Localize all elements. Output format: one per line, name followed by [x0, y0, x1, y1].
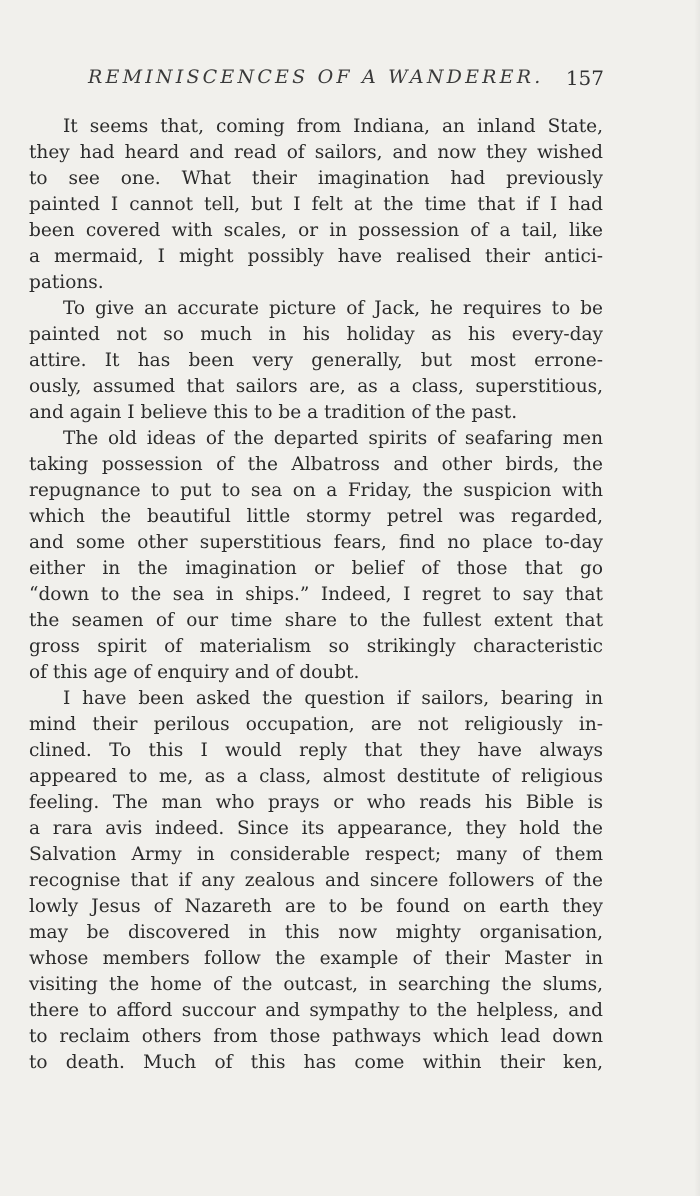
- text-line: been covered with scales, or in possession of a tail, like: [29, 220, 603, 241]
- text-line: they had heard and read of sailors, and now they wished: [29, 142, 603, 163]
- text-line: painted not so much in his holiday as his every-day: [29, 324, 603, 345]
- text-line: to reclaim others from those pathways which lead down: [29, 1026, 603, 1047]
- text-line: It seems that, coming from Indiana, an inland State,: [63, 116, 603, 137]
- text-line: repugnance to put to sea on a Friday, the suspicion with: [29, 480, 603, 501]
- text-line: the seamen of our time share to the fullest extent that: [29, 610, 603, 631]
- text-line: To give an accurate picture of Jack, he requires to be: [63, 298, 603, 319]
- text-line: a rara avis indeed. Since its appearance, they hold the: [29, 818, 603, 839]
- text-line: which the beautiful little stormy petrel was regarded,: [29, 506, 603, 527]
- running-title: REMINISCENCES OF A WANDERER.: [88, 66, 544, 88]
- text-line: appeared to me, as a class, almost destitute of religious: [29, 766, 603, 787]
- text-line: there to afford succour and sympathy to the helpless, and: [29, 1000, 603, 1021]
- text-line: I have been asked the question if sailors, bearing in: [63, 688, 603, 709]
- text-line: may be discovered in this now mighty organisation,: [29, 922, 603, 943]
- text-line: “down to the sea in ships.” Indeed, I regret to say that: [29, 584, 603, 605]
- paragraph: [29, 426, 603, 686]
- text-line: feeling. The man who prays or who reads his Bible is: [29, 792, 603, 813]
- text-line: attire. It has been very generally, but most errone-: [29, 350, 603, 371]
- text-line: The old ideas of the departed spirits of seafaring men: [63, 428, 603, 449]
- running-head: [88, 66, 608, 96]
- text-line: and some other superstitious fears, find no place to-day: [29, 532, 603, 553]
- text-line: and again I believe this to be a tradition of the past.: [29, 402, 518, 423]
- text-line: a mermaid, I might possibly have realised their antici-: [29, 246, 603, 267]
- text-line: lowly Jesus of Nazareth are to be found on earth they: [29, 896, 603, 917]
- paragraph: [29, 296, 603, 426]
- text-line: taking possession of the Albatross and other birds, the: [29, 454, 603, 475]
- page-edge-shadow: [694, 0, 700, 1196]
- text-line: of this age of enquiry and of doubt.: [29, 662, 360, 683]
- text-line: clined. To this I would reply that they have always: [29, 740, 603, 761]
- body-text: [29, 114, 603, 1076]
- paragraph: [29, 686, 603, 1076]
- text-line: pations.: [29, 272, 104, 293]
- text-line: gross spirit of materialism so strikingly characteristic: [29, 636, 603, 657]
- text-line: whose members follow the example of their Master in: [29, 948, 603, 969]
- text-line: ously, assumed that sailors are, as a class, superstitious,: [29, 376, 603, 397]
- text-line: either in the imagination or belief of those that go: [29, 558, 603, 579]
- text-line: visiting the home of the outcast, in searching the slums,: [29, 974, 603, 995]
- text-line: Salvation Army in considerable respect; many of them: [29, 844, 603, 865]
- paragraph: [29, 114, 603, 296]
- text-line: painted I cannot tell, but I felt at the time that if I had: [29, 194, 603, 215]
- text-line: to see one. What their imagination had previously: [29, 168, 603, 189]
- page-number: 157: [565, 66, 604, 90]
- text-line: to death. Much of this has come within their ken,: [29, 1052, 603, 1073]
- text-line: mind their perilous occupation, are not religiously in-: [29, 714, 603, 735]
- text-line: recognise that if any zealous and sincere followers of the: [29, 870, 603, 891]
